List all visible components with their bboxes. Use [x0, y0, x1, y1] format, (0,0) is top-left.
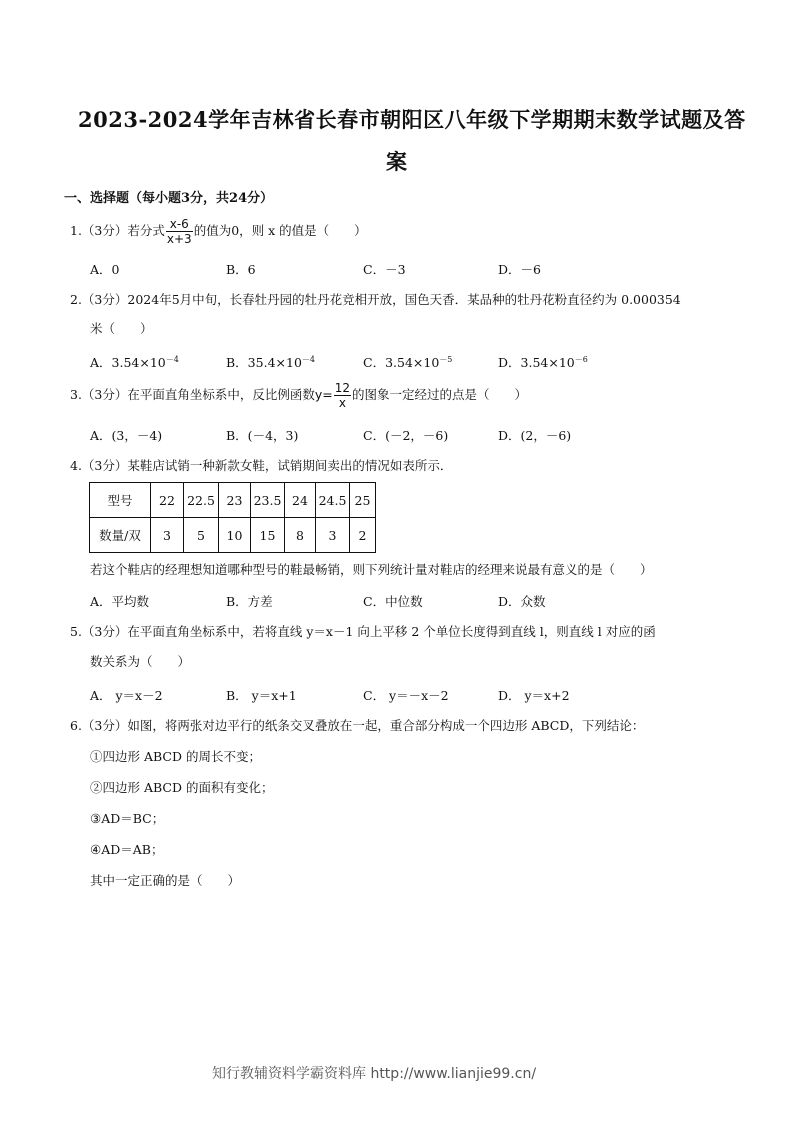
table-row — [90, 483, 376, 518]
q2-option-b — [226, 353, 315, 371]
q4-option-a: A．平均数 — [90, 594, 150, 609]
table-cell: 23.5 — [251, 483, 285, 518]
table-cell: 8 — [285, 518, 316, 553]
q1-option-d: D．－6 — [498, 262, 541, 277]
table-cell: 2 — [350, 518, 376, 553]
table-cell: 5 — [184, 518, 219, 553]
fraction — [166, 217, 193, 246]
question-1-suffix: 的值为0，则 x 的值是（ ） — [193, 223, 367, 238]
fraction — [334, 381, 351, 410]
table-row-label: 型号 — [90, 483, 151, 518]
question-5-line1: 5.（3分）在平面直角坐标系中，若将直线 y＝x－1 向上平移 2 个单位长度得到直线 l，则直线 l 对应的函 — [70, 624, 656, 639]
section-header: 一、选择题（每小题3分，共24分） — [64, 191, 274, 206]
option-exponent: －4 — [301, 354, 315, 364]
q5-option-a: A． y＝x－2 — [90, 688, 163, 703]
q6-ask: 其中一定正确的是（ ） — [90, 873, 241, 888]
q4-option-b: B．方差 — [226, 594, 273, 609]
question-3 — [70, 381, 527, 410]
option-base: D．3.54×10 — [498, 355, 575, 370]
q6-statement-1: ①四边形 ABCD 的周长不变； — [90, 749, 261, 764]
q4-option-d: D．众数 — [498, 594, 546, 609]
fraction-denominator: x+3 — [166, 232, 192, 246]
sales-table — [89, 482, 376, 553]
q6-statement-2: ②四边形 ABCD 的面积有变化； — [90, 780, 274, 795]
q5-option-c: C． y＝－x－2 — [363, 688, 449, 703]
table-cell: 10 — [219, 518, 251, 553]
question-2-line1: 2.（3分）2024年5月中旬，长春牡丹园的牡丹花竞相开放，国色天香．某品种的牡丹花粉直径约为 0.000354 — [70, 292, 681, 307]
footer-watermark: 知行教辅资料学霸资料库 http://www.lianjie99.cn/ — [212, 1066, 537, 1082]
option-base: A．3.54×10 — [90, 355, 166, 370]
q3-option-a: A．(3，－4) — [90, 428, 163, 443]
fraction-numerator: 12 — [334, 381, 351, 395]
option-exponent: －5 — [439, 354, 453, 364]
option-exponent: －6 — [574, 354, 588, 364]
q6-statement-4: ④AD＝AB； — [90, 842, 164, 857]
table-row-label: 数量/双 — [90, 518, 151, 553]
table-cell: 3 — [151, 518, 184, 553]
page-title: 2023-2024学年吉林省长春市朝阳区八年级下学期期末数学试题及答 — [78, 107, 746, 132]
q2-option-c — [363, 353, 452, 371]
table-cell: 24 — [285, 483, 316, 518]
table-cell: 24.5 — [316, 483, 350, 518]
q2-option-d — [498, 353, 588, 371]
table-cell: 25 — [350, 483, 376, 518]
table-cell: 15 — [251, 518, 285, 553]
question-1-prefix: 1.（3分）若分式 — [70, 223, 165, 238]
question-2-line2: 米（ ） — [90, 321, 153, 336]
question-1 — [70, 217, 367, 246]
q1-option-a: A．0 — [90, 262, 120, 277]
q6-statement-3: ③AD＝BC； — [90, 811, 165, 826]
table-cell: 23 — [219, 483, 251, 518]
fraction-denominator: x — [338, 396, 346, 410]
page-title-continued: 案 — [386, 149, 408, 174]
q5-option-b: B． y＝x+1 — [226, 688, 297, 703]
table-cell: 3 — [316, 518, 350, 553]
table-row — [90, 518, 376, 553]
question-5-line2: 数关系为（ ） — [90, 654, 191, 669]
table-cell: 22 — [151, 483, 184, 518]
question-6: 6.（3分）如图，将两张对边平行的纸条交叉叠放在一起，重合部分构成一个四边形 ABCD，下列结论： — [70, 718, 645, 733]
q1-option-b: B．6 — [226, 262, 256, 277]
q3-option-c: C．(－2，－6) — [363, 428, 449, 443]
question-3-suffix: 的图象一定经过的点是（ ） — [352, 387, 528, 402]
option-base: B．35.4×10 — [226, 355, 302, 370]
q1-option-c: C．－3 — [363, 262, 406, 277]
option-exponent: －4 — [165, 354, 179, 364]
q4-option-c: C．中位数 — [363, 594, 423, 609]
option-base: C．3.54×10 — [363, 355, 440, 370]
fraction-numerator: x-6 — [166, 217, 193, 232]
q5-option-d: D． y＝x+2 — [498, 688, 570, 703]
equation-lhs: y= — [314, 387, 333, 402]
q2-option-a — [90, 353, 179, 371]
question-4-followup: 若这个鞋店的经理想知道哪种型号的鞋最畅销，则下列统计量对鞋店的经理来说最有意义的是（ ） — [90, 562, 653, 577]
q3-option-b: B．(－4，3) — [226, 428, 299, 443]
question-4: 4.（3分）某鞋店试销一种新款女鞋，试销期间卖出的情况如表所示． — [70, 458, 453, 473]
question-3-prefix: 3.（3分）在平面直角坐标系中，反比例函数 — [70, 387, 315, 402]
table-cell: 22.5 — [184, 483, 219, 518]
q3-option-d: D．(2，－6) — [498, 428, 572, 443]
